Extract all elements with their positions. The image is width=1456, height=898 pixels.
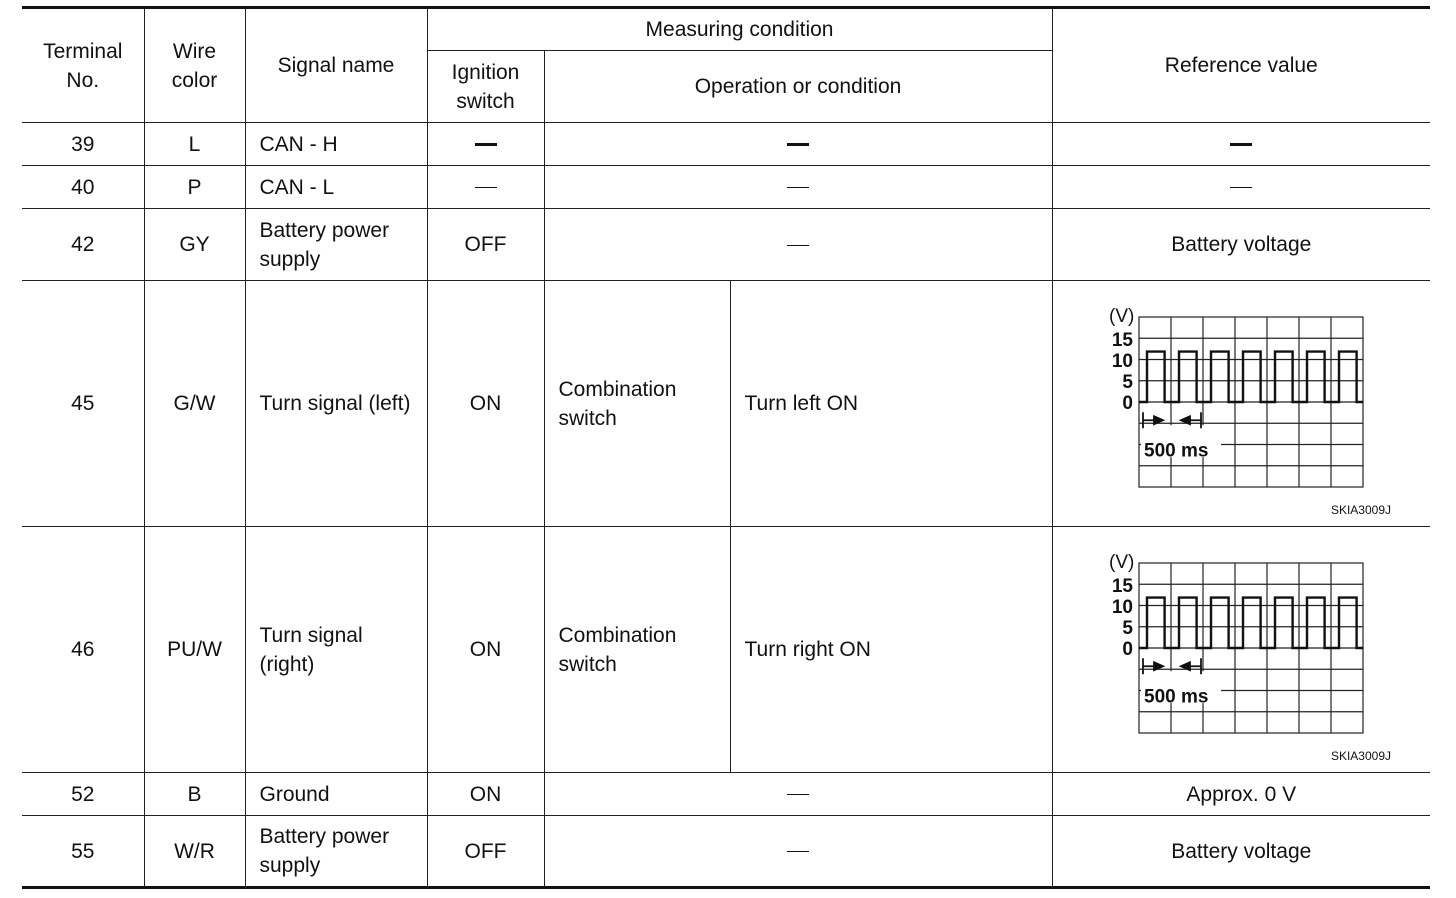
y-tick-label: 5 (1121, 617, 1133, 639)
switch-cell: Combination switch (544, 281, 730, 527)
dash-mark (475, 143, 497, 146)
time-scale-label: 500 ms (1143, 686, 1208, 707)
wire-color-cell: G/W (144, 281, 245, 527)
signal-name-cell: CAN - L (245, 166, 427, 209)
reference-cell (1052, 123, 1430, 166)
header-terminal-no: Terminal No. (22, 8, 144, 123)
y-tick-label: 10 (1111, 596, 1133, 618)
dash-mark (1230, 143, 1252, 146)
dash-mark (475, 187, 497, 188)
dash-mark (787, 851, 809, 852)
terminal-cell: 52 (22, 773, 144, 816)
terminal-cell: 55 (22, 816, 144, 888)
y-tick-label: 0 (1121, 392, 1133, 414)
turn-left-waveform (1053, 282, 1408, 526)
terminal-cell: 46 (22, 527, 144, 773)
ignition-cell: ON (427, 773, 544, 816)
operation-cell (544, 816, 1052, 888)
header-signal-name: Signal name (245, 8, 427, 123)
wire-color-cell: L (144, 123, 245, 166)
signal-name-cell: Turn signal (right) (245, 527, 427, 773)
table-row (22, 209, 1430, 281)
table-row (22, 281, 1430, 527)
header-ignition-switch: Ignition switch (427, 51, 544, 123)
ignition-cell (427, 166, 544, 209)
wire-color-cell: GY (144, 209, 245, 281)
dash-mark (787, 187, 809, 188)
y-tick-label: 10 (1111, 350, 1133, 372)
waveform-graph (1053, 282, 1408, 526)
operation-cell: Turn right ON (730, 527, 1052, 773)
operation-cell: Turn left ON (730, 281, 1052, 527)
terminal-cell: 45 (22, 281, 144, 527)
wire-color-cell: W/R (144, 816, 245, 888)
header-measuring-condition: Measuring condition (427, 8, 1052, 51)
operation-cell (544, 773, 1052, 816)
operation-cell (544, 123, 1052, 166)
y-tick-label: 15 (1111, 575, 1133, 597)
time-scale-label: 500 ms (1143, 440, 1208, 461)
y-tick-label: 0 (1121, 638, 1133, 660)
table-row (22, 527, 1430, 773)
y-unit-label: (V) (1108, 305, 1134, 327)
table-row (22, 123, 1430, 166)
reference-cell: Battery voltage (1052, 209, 1430, 281)
reference-waveform-cell (1052, 527, 1430, 773)
signal-name-cell: Turn signal (left) (245, 281, 427, 527)
waveform-graph (1053, 528, 1408, 772)
ignition-cell (427, 123, 544, 166)
switch-cell: Combination switch (544, 527, 730, 773)
dash-mark (787, 794, 809, 795)
signal-name-cell: Battery power supply (245, 209, 427, 281)
signal-name-cell: Battery power supply (245, 816, 427, 888)
operation-cell (544, 166, 1052, 209)
figure-code: SKIA3009J (1330, 502, 1391, 517)
wire-color-cell: P (144, 166, 245, 209)
reference-cell: Battery voltage (1052, 816, 1430, 888)
wire-color-cell: PU/W (144, 527, 245, 773)
table-row (22, 773, 1430, 816)
reference-cell: Approx. 0 V (1052, 773, 1430, 816)
ignition-cell: ON (427, 281, 544, 527)
table-row (22, 166, 1430, 209)
reference-waveform-cell (1052, 281, 1430, 527)
y-tick-label: 5 (1121, 371, 1133, 393)
operation-cell (544, 209, 1052, 281)
ignition-cell: OFF (427, 209, 544, 281)
y-unit-label: (V) (1108, 551, 1134, 573)
dash-mark (1230, 187, 1252, 188)
header-reference-value: Reference value (1052, 8, 1430, 123)
header-operation-or-condition: Operation or condition (544, 51, 1052, 123)
terminal-cell: 39 (22, 123, 144, 166)
terminal-cell: 40 (22, 166, 144, 209)
y-tick-label: 15 (1111, 329, 1133, 351)
signal-name-cell: Ground (245, 773, 427, 816)
turn-right-waveform (1053, 528, 1408, 772)
reference-cell (1052, 166, 1430, 209)
terminal-spec-table (22, 6, 1430, 889)
ignition-cell: OFF (427, 816, 544, 888)
figure-code: SKIA3009J (1330, 748, 1391, 763)
ignition-cell: ON (427, 527, 544, 773)
table-row (22, 816, 1430, 888)
terminal-cell: 42 (22, 209, 144, 281)
dash-mark (787, 143, 809, 146)
signal-name-cell: CAN - H (245, 123, 427, 166)
dash-mark (787, 245, 809, 246)
header-wire-color: Wire color (144, 8, 245, 123)
wire-color-cell: B (144, 773, 245, 816)
